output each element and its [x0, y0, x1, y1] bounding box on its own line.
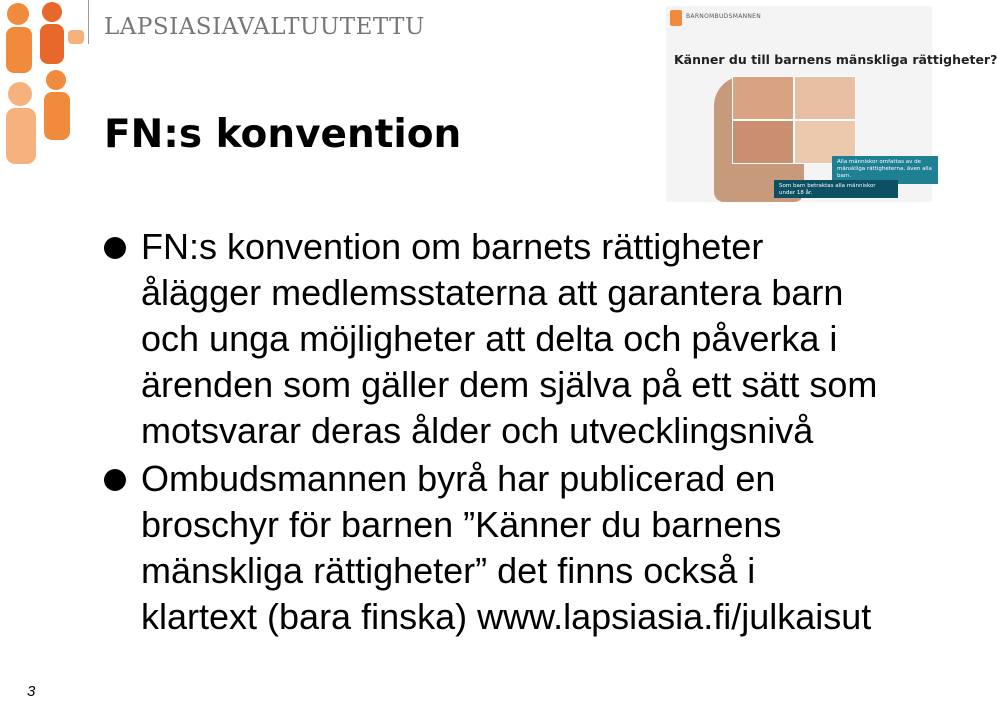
child-face-photo [732, 76, 856, 164]
bullet-list [104, 224, 956, 640]
bullet-item [104, 456, 956, 640]
brochure-note-sub: Som barn betraktas alla människor under 18 år. [774, 180, 898, 198]
page-number: 3 [27, 683, 36, 700]
brochure-image [666, 6, 997, 202]
bullet-dot-icon [104, 469, 126, 491]
header-divider [88, 0, 89, 44]
brand-name: LAPSIASIAVALTUUTETTU [104, 14, 425, 40]
brochure-note-main: Alla människor omfattas av de mänskliga rättigheterna, även alla barn. [832, 156, 938, 184]
bullet-item [104, 224, 956, 454]
bullet-dot-icon [104, 237, 126, 259]
brochure-org-label: BARNOMBUDSMANNEN [686, 13, 762, 20]
brochure-title: Känner du till barnens mänskliga rättigheter? [674, 52, 997, 67]
organization-logo [0, 0, 90, 180]
slide-title: FN:s konvention [104, 112, 462, 157]
bullet-text: FN:s konvention om barnets rättigheter ålägger medlemsstaterna att garantera barn och unga möjligheter att delta och påverka i ärenden som gäller dem själva på ett sätt som motsvarar deras ålder och utvecklingsnivå [141, 226, 878, 451]
bullet-text: Ombudsmannen byrå har publicerad en broschyr för barnen ”Känner du barnens mänskliga rättigheter” det finns också i klartext (bara finska) www.lapsiasia.fi/julkaisut [141, 458, 872, 637]
brochure-logo-icon [670, 10, 682, 26]
